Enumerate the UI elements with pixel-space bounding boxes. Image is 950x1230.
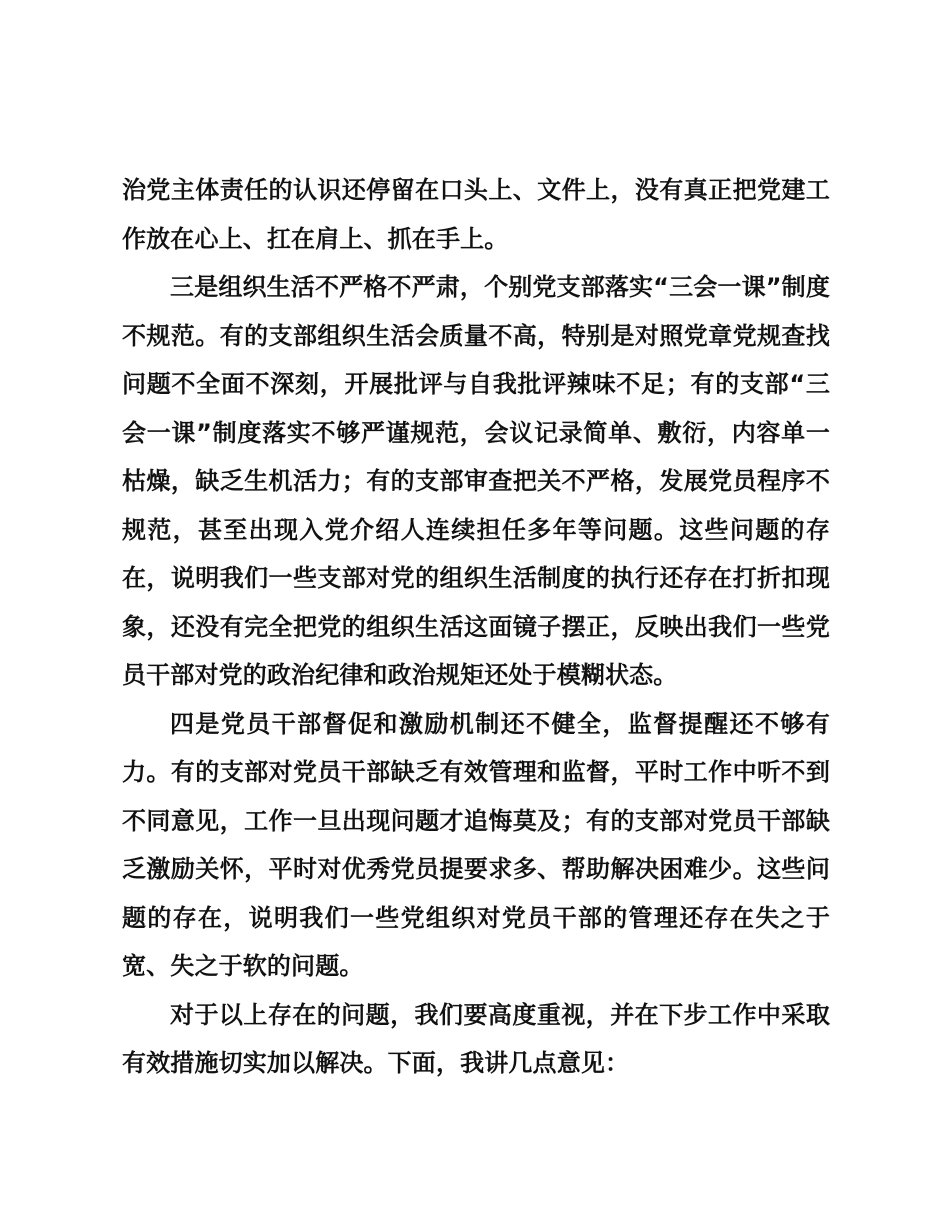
paragraph-continuation: 治党主体责任的认识还停留在口头上、文件上，没有真正把党建工作放在心上、扛在肩上、抓在手上。 <box>122 176 830 253</box>
paragraph-conclusion: 对于以上存在的问题，我们要高度重视，并在下步工作中采取有效措施切实加以解决。下面，我讲几点意见： <box>122 1000 830 1077</box>
paragraph-supervision-incentive: 四是党员干部督促和激励机制还不健全，监督提醒还不够有力。有的支部对党员干部缺乏有效管理和监督，平时工作中听不到不同意见，工作一旦出现问题才追悔莫及；有的支部对党员干部缺乏激励关怀，平时对优秀党员提要求多、帮助解决困难少。这些问题的存在，说明我们一些党组织对党员干部的管理还存在失之于宽、失之于软的问题。 <box>122 709 830 980</box>
document-body <box>122 166 830 1088</box>
paragraph-organizational-life: 三是组织生活不严格不严肃，个别党支部落实“三会一课”制度不规范。有的支部组织生活会质量不高，特别是对照党章党规查找问题不全面不深刻，开展批评与自我批评辣味不足；有的支部“三会一课”制度落实不够严谨规范，会议记录简单、敷衍，内容单一枯燥，缺乏生机活力；有的支部审查把关不严格，发展党员程序不规范，甚至出现入党介绍人连续担任多年等问题。这些问题的存在，说明我们一些支部对党的组织生活制度的执行还存在打折扣现象，还没有完全把党的组织生活这面镜子摆正，反映出我们一些党员干部对党的政治纪律和政治规矩还处于模糊状态。 <box>122 273 830 689</box>
